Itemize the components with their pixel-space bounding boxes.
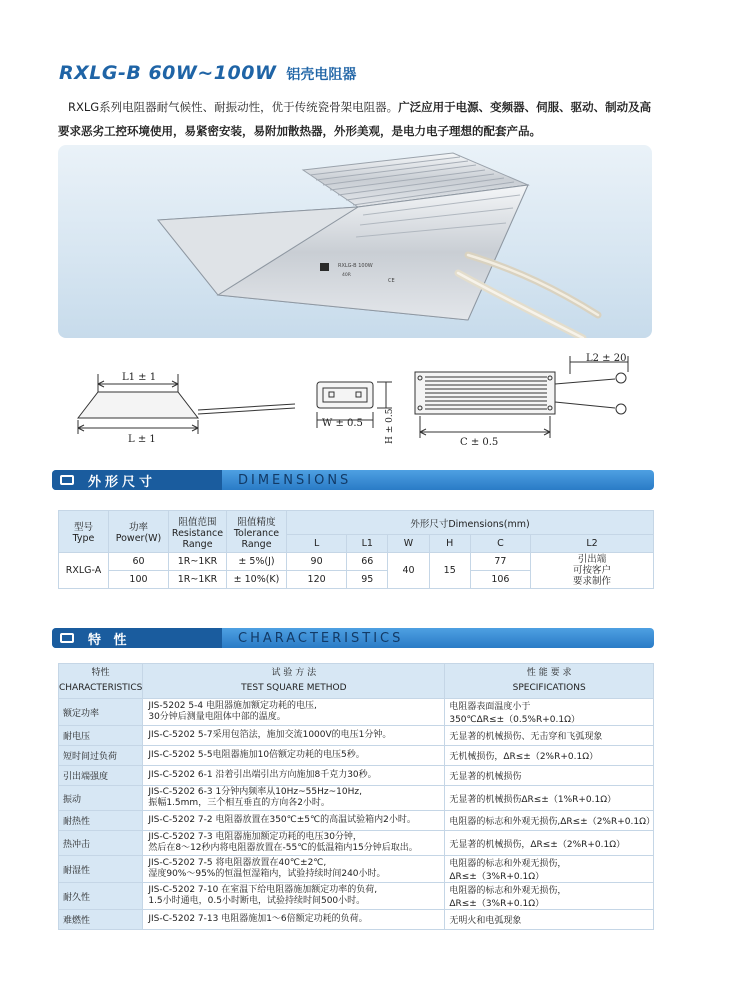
brand-logo-icon <box>320 263 329 271</box>
intro-line2-bold: 要求恶劣工控环境使用，易紧密安装，易附加散热器，外形美观，是电力电子理想的配套产品。 <box>58 124 541 138</box>
cell-l1: 95 <box>347 571 388 589</box>
intro-text <box>58 95 678 143</box>
label-l2: L2 ± 20 <box>586 353 627 364</box>
characteristics-tab <box>52 628 222 648</box>
cell-specification: 无显著的机械损伤ΔR≤±（1%R+0.1Ω） <box>445 786 654 811</box>
title-model: RXLG-B 60W~100W <box>59 62 277 84</box>
dimensions-table <box>58 510 654 589</box>
table-row <box>59 786 654 811</box>
header-l: L <box>287 535 347 553</box>
cell-test-method <box>143 910 445 930</box>
cell-c: 106 <box>470 571 530 589</box>
header-dimensions: 外形尺寸Dimensions(mm) <box>287 511 654 535</box>
top-view-drawing <box>415 356 628 438</box>
cell-test-method <box>143 811 445 831</box>
cell-test-method <box>143 856 445 883</box>
test-method-line: JIS-5202 5-4 电阻器施加额定功耗的电压, <box>148 701 317 711</box>
table-row <box>59 766 654 786</box>
cell-test-method <box>143 766 445 786</box>
dimensions-title-cn: 外形尺寸 <box>88 474 157 490</box>
cell-specification: 无机械损伤，ΔR≤±（2%R+0.1Ω） <box>445 746 654 766</box>
header-characteristics: 特性 CHARACTERISTICS <box>59 664 143 699</box>
characteristics-table <box>58 663 654 930</box>
cell-l2: 引出端 可按客户 要求制作 <box>531 553 654 589</box>
header-power: 功率 Power(W) <box>109 511 169 553</box>
cell-tolerance: ± 5%(J) <box>227 553 287 571</box>
header-h: H <box>429 535 470 553</box>
cell-type: RXLG-A <box>59 553 109 589</box>
cell-characteristic: 耐湿性 <box>59 856 143 883</box>
header-l2: L2 <box>531 535 654 553</box>
cell-specification: 电阻器的标志和外观无损伤，ΔR≤±（3%R+0.1Ω） <box>445 883 654 910</box>
cell-c: 77 <box>470 553 530 571</box>
product-label-name: RXLG-B 100W <box>338 263 373 269</box>
side-view-drawing <box>78 374 295 434</box>
header-test-method: 试 验 方 法 TEST SQUARE METHOD <box>143 664 445 699</box>
cell-characteristic: 耐热性 <box>59 811 143 831</box>
cell-specification: 无显著的机械损伤 <box>445 766 654 786</box>
cell-resistance: 1R~1KR <box>169 553 227 571</box>
cell-characteristic: 引出端强度 <box>59 766 143 786</box>
test-method-line: 振幅1.5mm，三个相互垂直的方向各2小时。 <box>148 798 330 808</box>
table-row <box>59 831 654 856</box>
technical-drawings <box>60 352 660 462</box>
characteristics-section-header <box>52 628 654 648</box>
test-method-line: JIS-C-5202 6-1 沿着引出端引出方向施加8千克力30秒。 <box>148 770 377 780</box>
cell-characteristic: 振动 <box>59 786 143 811</box>
cell-l: 90 <box>287 553 347 571</box>
section-box-icon <box>60 475 74 485</box>
test-method-line: 30分钟后测量电阻体中部的温度。 <box>148 712 286 722</box>
product-photo <box>58 145 652 338</box>
cell-w: 40 <box>388 553 429 589</box>
cell-characteristic: 耐久性 <box>59 883 143 910</box>
cell-test-method <box>143 699 445 726</box>
intro-line1-bold: 广泛应用于电源、变频器、伺服、驱动、制动及高 <box>398 100 652 114</box>
label-c: C ± 0.5 <box>460 437 499 448</box>
cell-specification: 电阻器表面温度小于350℃ΔR≤±（0.5%R+0.1Ω） <box>445 699 654 726</box>
header-c: C <box>470 535 530 553</box>
table-row <box>59 699 654 726</box>
test-method-line: JIS-C-5202 7-2 电阻器放置在350℃±5℃的高温试验箱内2小时。 <box>148 815 416 825</box>
header-l1: L1 <box>347 535 388 553</box>
header-specifications: 性 能 要 求 SPECIFICATIONS <box>445 664 654 699</box>
resistor-illustration <box>58 145 652 338</box>
table-row <box>59 811 654 831</box>
cell-test-method <box>143 786 445 811</box>
cell-specification: 电阻器的标志和外观无损伤，ΔR≤±（3%R+0.1Ω） <box>445 856 654 883</box>
cell-power: 60 <box>109 553 169 571</box>
dimensions-section-header <box>52 470 654 490</box>
cell-power: 100 <box>109 571 169 589</box>
test-method-line: JIS-C-5202 7-10 在室温下给电阻器施加额定功率的负荷, <box>148 885 378 895</box>
dimensions-tab <box>52 470 222 490</box>
title-product: 铝壳电阻器 <box>286 67 357 83</box>
cell-test-method <box>143 883 445 910</box>
table-row <box>59 746 654 766</box>
cell-test-method <box>143 831 445 856</box>
cell-specification: 无显著的机械损伤，ΔR≤±（2%R+0.1Ω） <box>445 831 654 856</box>
section-box-icon <box>60 633 74 643</box>
test-method-line: JIS-C-5202 6-3 1分钟内频率从10Hz~55Hz~10Hz, <box>148 787 362 797</box>
test-method-line: JIS-C-5202 7-3 电阻器施加额定功耗的电压30分钟， <box>148 832 362 842</box>
test-method-line: 然后在8～12秒内将电阻器放置在-55℃的低温箱内15分钟后取出。 <box>148 843 418 853</box>
test-method-line: JIS-C-5202 5-7采用包箔法，施加交流1000V的电压1分钟。 <box>148 730 392 740</box>
cell-specification: 无显著的机械损伤、无击穿和飞弧现象 <box>445 726 654 746</box>
cell-specification: 无明火和电弧现象 <box>445 910 654 930</box>
page-title <box>59 62 356 84</box>
test-method-line: 1.5小时通电，0.5小时断电，试验持续时间500小时。 <box>148 896 366 906</box>
cell-resistance: 1R~1KR <box>169 571 227 589</box>
cell-test-method <box>143 746 445 766</box>
header-tolerance: 阻值精度 Tolerance Range <box>227 511 287 553</box>
label-h: H ± 0.5 <box>385 408 395 444</box>
test-method-line: JIS-C-5202 5-5电阻器施加10倍额定功耗的电压5秒。 <box>148 750 365 760</box>
cell-specification: 电阻器的标志和外观无损伤,ΔR≤±（2%R+0.1Ω） <box>445 811 654 831</box>
cell-characteristic: 难燃性 <box>59 910 143 930</box>
test-method-line: JIS-C-5202 7-5 将电阻器放置在40℃±2℃, <box>148 858 327 868</box>
test-method-line: JIS-C-5202 7-13 电阻器施加1～6倍额定功耗的负荷。 <box>148 914 368 924</box>
cell-characteristic: 短时间过负荷 <box>59 746 143 766</box>
cell-characteristic: 热冲击 <box>59 831 143 856</box>
cell-l: 120 <box>287 571 347 589</box>
characteristics-title-cn: 特 性 <box>88 632 131 648</box>
cell-characteristic: 额定功率 <box>59 699 143 726</box>
cell-l1: 66 <box>347 553 388 571</box>
characteristics-title-en: CHARACTERISTICS <box>238 630 404 646</box>
table-row <box>59 883 654 910</box>
label-l1: L1 ± 1 <box>122 372 157 383</box>
cell-h: 15 <box>429 553 470 589</box>
label-w: W ± 0.5 <box>322 418 363 429</box>
label-l: L ± 1 <box>128 434 156 445</box>
table-row <box>59 726 654 746</box>
cell-test-method <box>143 726 445 746</box>
table-row <box>59 856 654 883</box>
header-resistance: 阻值范围 Resistance Range <box>169 511 227 553</box>
cell-characteristic: 耐电压 <box>59 726 143 746</box>
intro-line1-normal: RXLG系列电阻器耐气候性、耐振动性，优于传统瓷骨架电阻器。 <box>68 100 399 114</box>
product-label-mark: CE <box>388 278 395 284</box>
cell-tolerance: ± 10%(K) <box>227 571 287 589</box>
table-row <box>59 553 654 571</box>
product-label-model: 40R <box>342 273 351 278</box>
test-method-line: 湿度90%～95%的恒温恒湿箱内，试验持续时间240小时。 <box>148 869 386 879</box>
table-row <box>59 910 654 930</box>
dimensions-title-en: DIMENSIONS <box>238 472 352 488</box>
header-w: W <box>388 535 429 553</box>
header-type: 型号 Type <box>59 511 109 553</box>
